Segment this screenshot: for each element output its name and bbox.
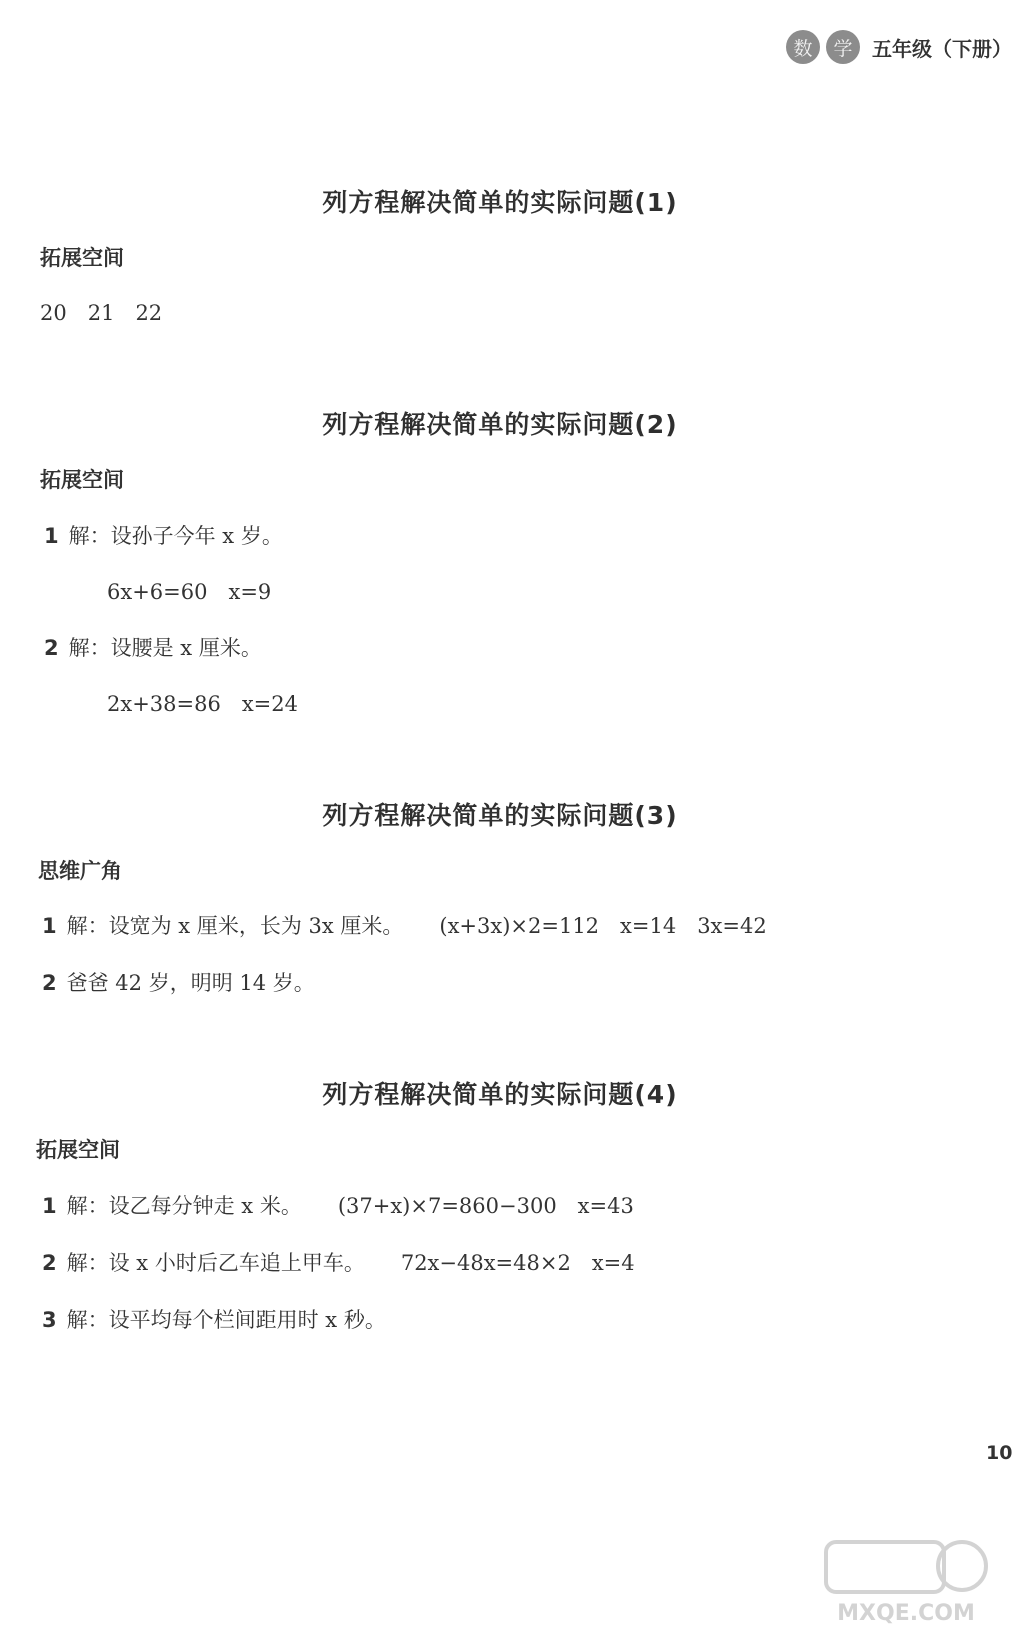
- badge-shu: 数: [786, 30, 820, 64]
- section-2-subtitle: 拓展空间: [40, 468, 124, 492]
- item-text: 解：设腰是 x 厘米。: [68, 636, 262, 660]
- item-text: 解：设平均每个栏间距用时 x 秒。: [66, 1308, 386, 1332]
- section-3-subtitle: 思维广角: [38, 859, 122, 883]
- item-text: 爸爸 42 岁，明明 14 岁。: [66, 971, 315, 995]
- item-number: 1: [42, 1194, 57, 1218]
- page-number: 10: [986, 1442, 1012, 1464]
- section-4-title: 列方程解决简单的实际问题(4): [322, 1080, 678, 1109]
- section-1-subtitle: 拓展空间: [40, 246, 124, 270]
- grade-label: 五年级（下册）: [872, 36, 1012, 61]
- item-number: 2: [42, 971, 57, 995]
- item-number: 2: [42, 1251, 57, 1275]
- section-4-item-2: [42, 1247, 635, 1277]
- item-text: 解：设 x 小时后乙车追上甲车。: [66, 1251, 365, 1275]
- section-2-equation-2: 2x+38=86 x=24: [107, 692, 298, 716]
- section-2-title: 列方程解决简单的实际问题(2): [322, 410, 678, 439]
- section-3-item-1: [42, 910, 767, 940]
- item-equation: (x+3x)×2=112 x=14 3x=42: [439, 914, 767, 938]
- section-2-item-1: [44, 520, 283, 550]
- badge-xue: 学: [826, 30, 860, 64]
- item-equation: (37+x)×7=860−300 x=43: [337, 1194, 634, 1218]
- section-3-title: 列方程解决简单的实际问题(3): [322, 801, 678, 830]
- watermark-logo-icon: [822, 1536, 990, 1626]
- section-4-subtitle: 拓展空间: [36, 1138, 120, 1162]
- section-2-equation-1: 6x+6=60 x=9: [107, 580, 272, 604]
- section-1-title: 列方程解决简单的实际问题(1): [322, 188, 678, 217]
- item-text: 解：设乙每分钟走 x 米。: [66, 1194, 302, 1218]
- item-text: 解：设孙子今年 x 岁。: [68, 524, 283, 548]
- section-2-item-2: [44, 632, 262, 662]
- header-subject-badge: [786, 30, 1012, 64]
- item-number: 3: [42, 1308, 57, 1332]
- item-number: 2: [44, 636, 59, 660]
- item-equation: 72x−48x=48×2 x=4: [400, 1251, 635, 1275]
- section-1-answer: 20 21 22: [40, 301, 163, 325]
- watermark-text: MXQE.COM: [837, 1601, 975, 1626]
- item-text: 解：设宽为 x 厘米，长为 3x 厘米。: [66, 914, 404, 938]
- section-4-item-3: [42, 1304, 386, 1334]
- section-4-item-1: [42, 1190, 634, 1220]
- item-number: 1: [44, 524, 59, 548]
- item-number: 1: [42, 914, 57, 938]
- section-3-item-2: [42, 967, 315, 997]
